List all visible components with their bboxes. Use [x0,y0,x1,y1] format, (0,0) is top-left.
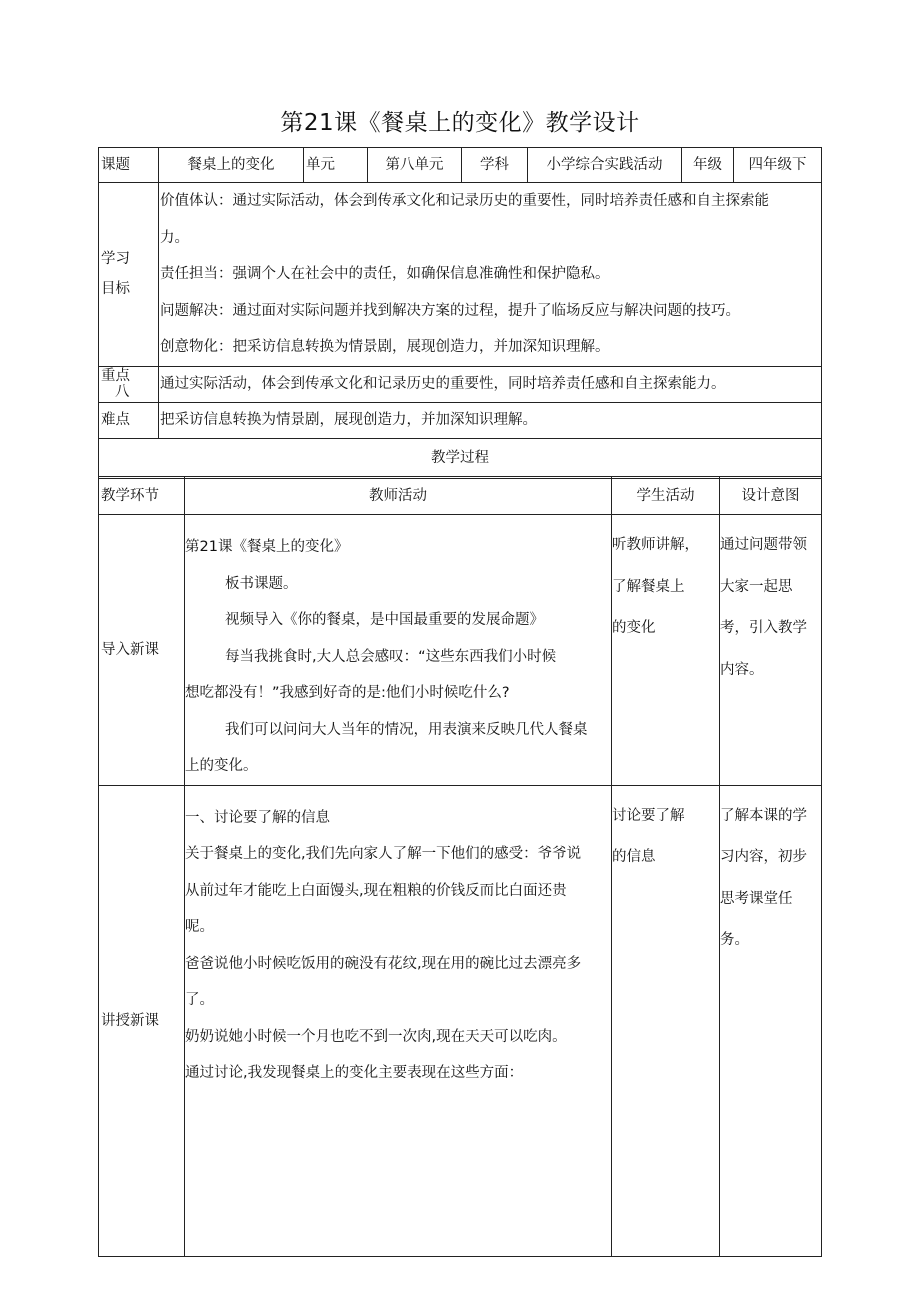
student-activity-cell [612,785,720,1256]
teacher-line: 爸爸说他小时候吃饭用的碗没有花纹,现在用的碗比过去漂亮多 [185,955,582,972]
teacher-line: 每当我挑食时,大人总会感叹：“这些东西我们小时候 [225,648,557,665]
intent-line: 务。 [720,932,749,948]
teacher-line: 一、讨论要了解的信息 [185,809,330,826]
student-line: 的变化 [612,620,656,636]
lesson-value: 餐桌上的变化 [159,148,304,183]
teacher-line: 视频导入《你的餐桌，是中国最重要的发展命题》 [225,612,544,628]
goal-line: 价值体认：通过实际活动，体会到传承文化和记录历史的重要性，同时培养责任感和自主探索能 [160,193,769,209]
intent-line: 习内容，初步 [720,849,807,865]
goals-label-line: 学习 [101,251,130,268]
intent-line: 通过问题带领 [720,537,807,553]
column-header: 教师活动 [185,477,612,515]
teacher-line: 从前过年才能吃上白面馒头,现在粗粮的价钱反而比白面还贵 [185,882,567,899]
teacher-line: 上的变化。 [185,758,258,774]
teacher-activity-cell [185,515,612,786]
intent-line: 了解本课的学 [720,807,807,824]
teacher-line: 第21课《餐桌上的变化》 [185,539,349,555]
intent-line: 考，引入教学 [720,620,807,636]
student-line: 了解餐桌上 [612,578,685,595]
process-table [98,476,822,1257]
table-row [99,515,822,786]
goal-line: 创意物化：把采访信息转换为情景剧，展现创造力，并加深知识理解。 [160,339,610,355]
column-header: 学生活动 [612,477,720,515]
info-table [98,147,822,479]
grade-value: 四年级下 [734,148,822,183]
unit-value: 第八单元 [368,148,462,183]
unit-label: 单元 [304,148,368,183]
intent-line: 内容。 [720,661,764,678]
subject-value: 小学综合实践活动 [528,148,682,183]
teacher-line: 我们可以问问大人当年的情况，用表演来反映几代人餐桌 [225,721,588,738]
column-header: 教学环节 [99,477,185,515]
design-intent-cell [720,785,822,1256]
student-line: 听教师讲解， [612,537,699,553]
intent-line: 思考课堂任 [720,890,793,907]
page-title: 第21课《餐桌上的变化》教学设计 [280,110,640,136]
goals-label-line: 目标 [101,281,130,298]
grade-label: 年级 [682,148,734,183]
goal-line: 责任担当：强调个人在社会中的责任，如确保信息准确性和保护隐私。 [160,266,610,282]
teacher-line: 关于餐桌上的变化,我们先向家人了解一下他们的感受：爷爷说 [185,846,582,862]
teacher-activity-cell [185,785,612,1256]
key-point-label [99,366,159,402]
lesson-label: 课题 [99,148,159,183]
student-activity-cell [612,515,720,786]
teacher-line: 板书课题。 [225,575,298,592]
goals-label [99,183,159,367]
intent-line: 大家一起思 [720,578,793,595]
stage-cell: 讲授新课 [99,785,185,1256]
table-row [99,785,822,1256]
teacher-line: 呢。 [185,919,214,935]
teacher-line: 通过讨论,我发现餐桌上的变化主要表现在这些方面： [185,1065,524,1081]
student-line: 讨论要了解 [612,807,685,824]
difficulty-label: 难点 [99,402,159,438]
goals-content [159,183,822,367]
column-header: 设计意图 [720,477,822,515]
key-point-text: 通过实际活动，体会到传承文化和记录历史的重要性，同时培养责任感和自主探索能力。 [159,366,822,402]
design-intent-cell [720,515,822,786]
goal-line: 问题解决：通过面对实际问题并找到解决方案的过程，提升了临场反应与解决问题的技巧。 [160,302,740,319]
goal-line: 力。 [160,229,189,246]
student-line: 的信息 [612,849,656,865]
key-point-label-line: 重点 [101,368,130,384]
difficulty-text: 把采访信息转换为情景剧，展现创造力，并加深知识理解。 [159,402,822,438]
subject-label: 学科 [462,148,528,183]
stage-cell: 导入新课 [99,515,185,786]
teacher-line: 奶奶说她小时候一个月也吃不到一次肉,现在天天可以吃肉。 [185,1028,567,1045]
teacher-line: 想吃都没有！”我感到好奇的是:他们小时候吃什么? [185,685,510,701]
key-point-label-line: 八 [115,384,130,400]
teacher-line: 了。 [185,992,214,1008]
process-title: 教学过程 [99,438,822,478]
